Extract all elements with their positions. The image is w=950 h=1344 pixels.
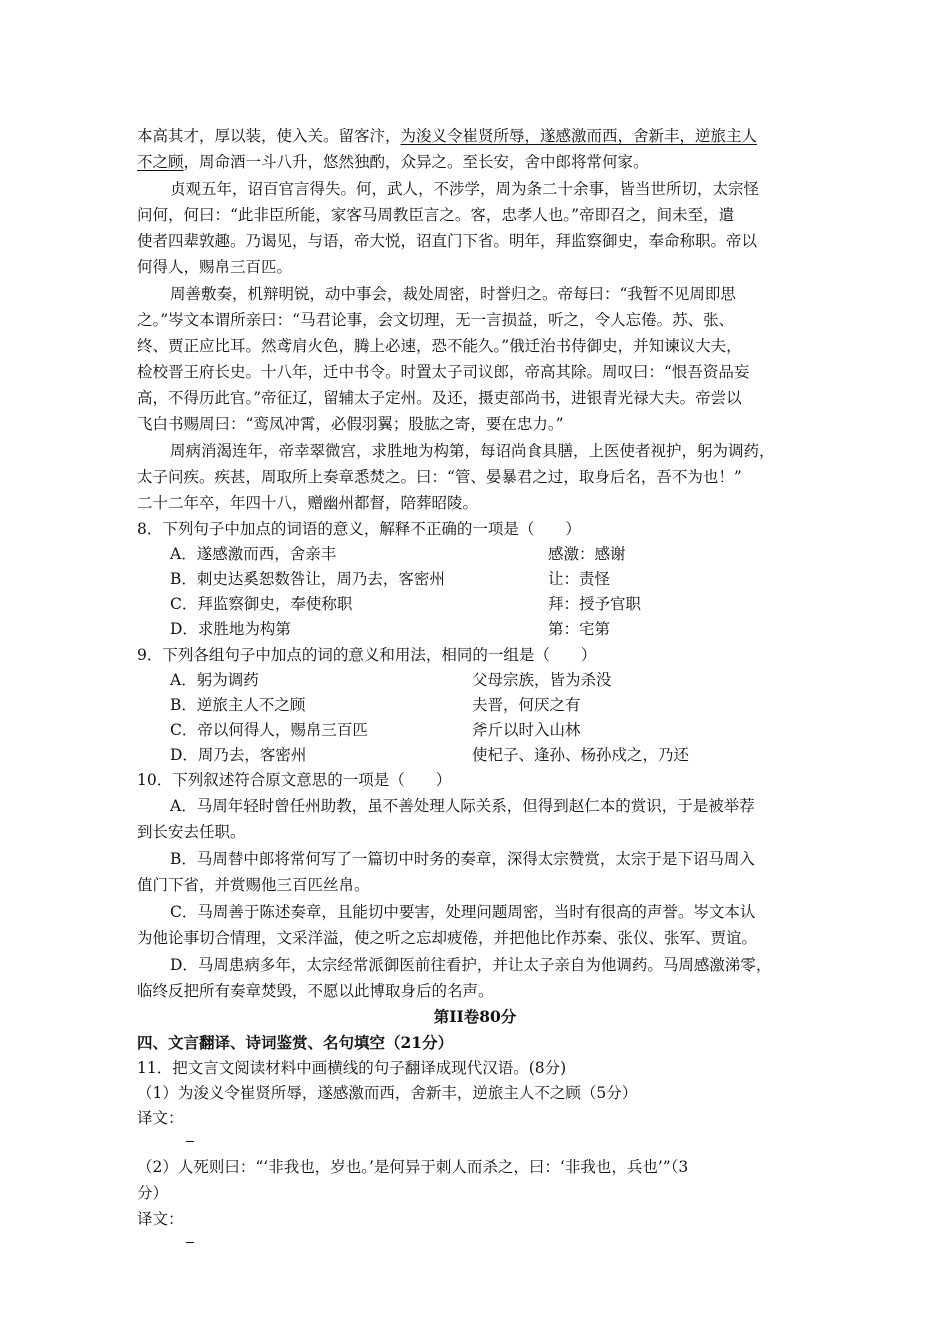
passage-line: 贞观五年，诏百官言得失。何，武人，不涉学，周为条二十余事，皆当世所切，太宗怪 [170,180,760,198]
q9-option-a-pair: 父母宗族，皆为杀没 [472,671,612,689]
passage-line: 问何，何曰：“此非臣所能，家客马周教臣言之。客，忠孝人也。”帝即召之，间未至，遣 [137,206,735,224]
q11-sentence-1: （1）为浚义令崔贤所辱，遂感激而西，舍新丰，逆旅主人不之顾（5分） [137,1084,638,1102]
q11-translation-2-label: 译文： [137,1210,184,1228]
passage-line: 二十二年卒，年四十八，赠幽州都督，陪葬昭陵。 [137,494,479,512]
passage-line: 本高其才，厚以装，使入关。留客汴，为浚义令崔贤所辱，遂感激而西，舍新丰，逆旅主人 [137,127,758,145]
q9-option-d-pair: 使杞子、逢孙、杨孙戍之，乃还 [472,746,690,764]
part-2-heading: 第II卷80分 [433,1007,517,1026]
underlined-sentence: 为浚义令崔贤所辱，遂感激而西，舍新丰，逆旅主人 [400,127,758,145]
q10-option-c-cont: 为他论事切合情理，文采洋溢，使之听之忘却疲倦，并把他比作苏秦、张仪、张军、贾谊。 [137,929,758,947]
q8-option-c: C．拜监察御史，奉使称职 [170,595,353,613]
q11-sentence-2-cont: 分） [137,1184,169,1202]
q11-sentence-2: （2）人死则曰：“‘非我也，岁也。’是何异于刺人而杀之，曰：‘非我也，兵也’”（3 [137,1158,689,1176]
question-10-stem: 10．下列叙述符合原文意思的一项是（ ） [137,771,452,789]
q9-option-d: D．周乃去，客密州 [170,746,307,764]
q8-option-b-note: 让：责怪 [548,570,611,588]
q10-option-b: B．马周替中郎将常何写了一篇切中时务的奏章，深得太宗赞赏，太宗于是下诏马周入 [170,850,755,868]
q10-option-a: A．马周年轻时曾任州助教，虽不善处理人际关系，但得到赵仁本的赏识，于是被举荐 [170,797,755,815]
passage-line: 高，不得历此官。”帝征辽，留辅太子定州。及还，摄吏部尚书，进银青光禄大夫。帝尝以 [137,389,742,407]
q9-option-b: B．逆旅主人不之顾 [170,696,306,714]
q10-option-d: D．马周患病多年，太宗经常派御医前往看护，并让太子亲自为他调药。马周感激涕零， [170,956,772,974]
underlined-sentence: 不之顾 [137,153,184,171]
q8-option-c-note: 拜：授予官职 [548,595,642,613]
passage-line: 之。”岑文本谓所亲曰：“马君论事，会文切理，无一言损益，听之，令人忘倦。苏、张、 [137,311,735,329]
passage-line: 终、贾正应比耳。然鸢肩火色，腾上必速，恐不能久。”俄迁治书侍御史，并知谏议大夫， [137,337,742,355]
q9-option-b-pair: 夫晋，何厌之有 [472,696,581,714]
q10-option-b-cont: 值门下省，并赏赐他三百匹丝帛。 [137,876,370,894]
passage-line: 何得人，赐帛三百匹。 [137,258,293,276]
passage-line: 周病消渴连年，帝幸翠微宫，求胜地为构第，每诏尚食具膳，上医使者视护，躬为调药， [170,442,775,460]
q8-option-a-note: 感激：感谢 [548,545,626,563]
answer-blank-2[interactable] [186,1242,194,1243]
q8-option-d: D．求胜地为构第 [170,620,291,638]
passage-line: 飞白书赐周曰：“鸾凤冲霄，必假羽翼；股肱之寄，要在忠力。” [137,415,564,433]
question-9-stem: 9．下列各组句子中加点的词的意义和用法，相同的一组是（ ） [137,646,597,664]
section-4-heading: 四、文言翻译、诗词鉴赏、名句填空（21分） [137,1033,454,1052]
q10-option-d-cont: 临终反把所有奏章焚毁，不愿以此博取身后的名声。 [137,982,494,1000]
answer-blank-1[interactable] [186,1141,194,1142]
q8-option-a: A．遂感激而西，舍亲丰 [170,545,337,563]
q9-option-c-pair: 斧斤以时入山林 [472,721,581,739]
question-8-stem: 8．下列句子中加点的词语的意义，解释不正确的一项是（ ） [137,520,581,538]
q9-option-c: C．帝以何得人，赐帛三百匹 [170,721,368,739]
passage-line: 使者四辈敦趣。乃谒见，与语，帝大悦，诏直门下省。明年，拜监察御史，奉命称职。帝以 [137,232,758,250]
passage-line: 周善敷奏，机辩明锐，动中事会，裁处周密，时誉归之。帝每曰：“我暂不见周即思 [170,285,736,303]
question-11-stem: 11．把文言文阅读材料中画横线的句子翻译成现代汉语。(8分) [137,1059,567,1077]
q8-option-b: B．刺史达奚恕数咎让，周乃去，客密州 [170,570,445,588]
passage-line: 不之顾，周命酒一斗八升，悠然独酌，众异之。至长安，舍中郎将常何家。 [137,153,649,171]
passage-line: 检校晋王府长史。十八年，迁中书令。时置太子司议郎，帝高其除。周叹曰：“恨吾资品妄 [137,363,750,381]
q9-option-a: A．躬为调药 [170,671,259,689]
passage-line: 太子问疾。疾甚，周取所上奏章悉焚之。曰：“管、晏暴君之过，取身后名，吾不为也！” [137,468,742,486]
q10-option-c: C．马周善于陈述奏章，且能切中要害，处理问题周密，当时有很高的声誉。岑文本认 [170,903,756,921]
q11-translation-1-label: 译文： [137,1109,184,1127]
q8-option-d-note: 第：宅第 [548,620,611,638]
q10-option-a-cont: 到长安去任职。 [137,823,246,841]
